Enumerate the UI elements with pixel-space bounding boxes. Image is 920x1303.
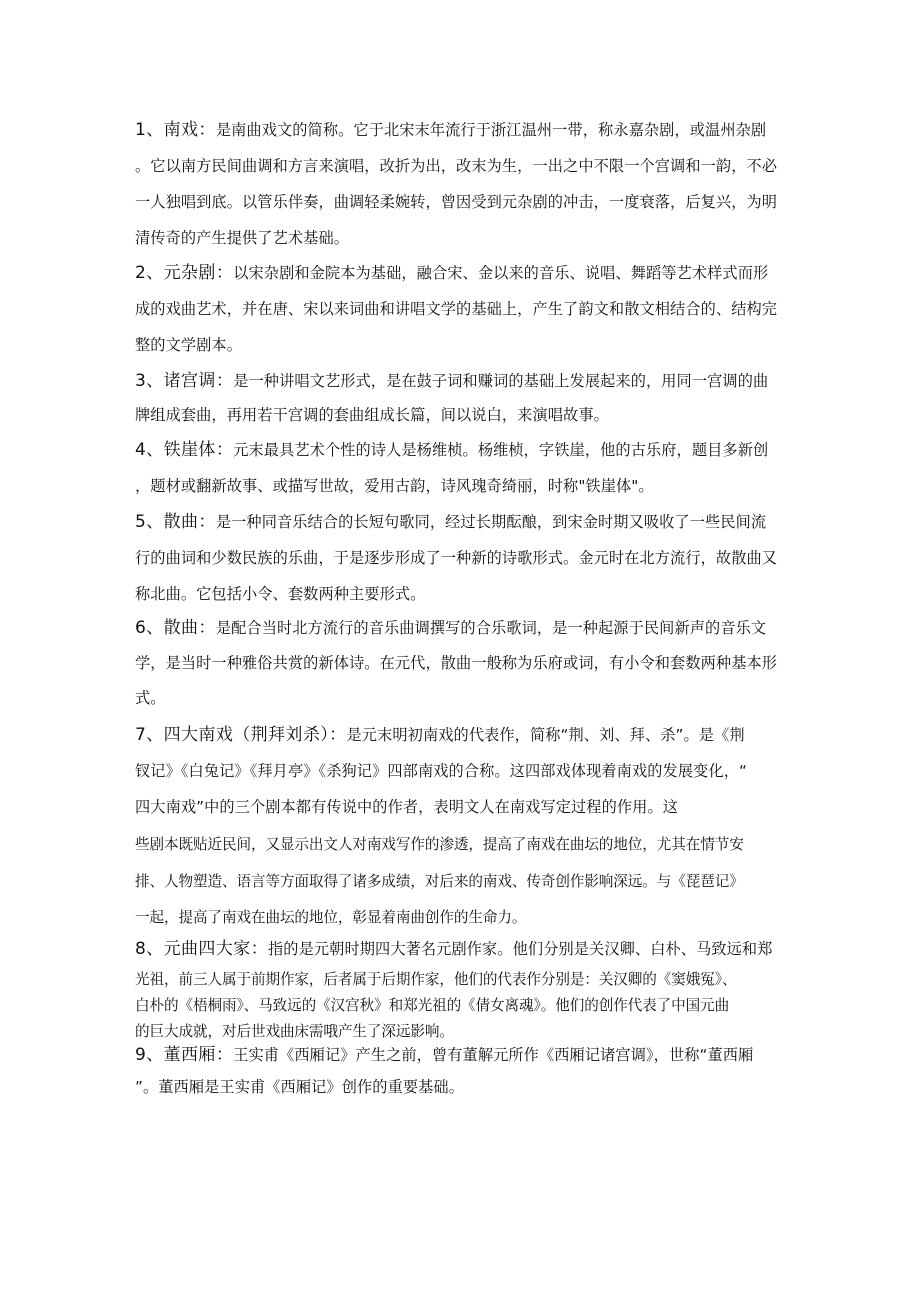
entry-line (135, 371, 768, 391)
entry-term: 7、四大南戏（荆拜刘杀）： (135, 725, 347, 745)
entry-line (135, 939, 773, 959)
entry-line: 称北曲。它包括小令、套数两种主要形式。 (135, 585, 426, 603)
entry-line: 清传奇的产生提供了艺术基础。 (135, 229, 350, 247)
entry-text: 元末最具艺术个性的诗人是杨维桢。杨维桢，字铁崖，他的古乐府，题目多新创 (233, 441, 769, 459)
entry-term: 1、南戏： (135, 120, 216, 140)
entry-term: 3、诸宫调： (135, 371, 234, 391)
entry-line: 成的戏曲艺术，并在唐、宋以来词曲和讲唱文学的基础上，产生了韵文和散文相结合的、结构完 (135, 300, 778, 318)
entry-term: 4、铁崖体： (135, 440, 234, 460)
entry-line: 些剧本既贴近民间，又显示出文人对南戏写作的渗透，提高了南戏在曲坛的地位，尤其在情节安 (135, 836, 744, 853)
entry-line: 钗记》《白兔记》《拜月亭》《杀狗记》四部南戏的合称。这四部戏体现着南戏的发展变化，“ (135, 762, 747, 780)
entry-text: 以宋杂剧和金院本为基础，融合宋、金以来的音乐、说唱、舞蹈等艺术样式而形 (233, 264, 769, 282)
entry-line: 白朴的《梧桐雨》、马致远的《汉宫秋》和郑光祖的《倩女离魂》。他们的创作代表了中国元曲 (135, 997, 730, 1014)
entry-line: 一起，提高了南戏在曲坛的地位，彰显着南曲创作的生命力。 (135, 909, 527, 926)
entry-line: 排、人物塑造、语言等方面取得了诸多成绩，对后来的南戏、传奇创作影响深远。与《琵琶记》 (135, 873, 744, 890)
entry-term: 8、元曲四大家： (135, 939, 269, 959)
entry-text: 王实甫《西厢记》产生之前，曾有董解元所作《西厢记诸宫调》，世称“董西厢 (233, 1046, 754, 1064)
entry-text: 指的是元朝时期四大著名元剧作家。他们分别是关汉卿、白朴、马致远和郑 (268, 940, 773, 958)
entry-line (135, 512, 766, 532)
entry-line: 学，是当时一种雅俗共赏的新体诗。在元代，散曲一般称为乐府或词，有小令和套数两种基本形 (135, 654, 778, 672)
entry-line (135, 440, 768, 460)
entry-line (135, 618, 766, 638)
entry-text: 是一种同音乐结合的长短句歌同，经过长期酝酿，到宋金时期又吸收了一些民间流 (215, 513, 767, 531)
entry-term: 5、散曲： (135, 512, 216, 532)
entry-line: 牌组成套曲，再用若干宫调的套曲组成长篇，间以说白，来演唱故事。 (135, 406, 609, 424)
entry-line: 的巨大成就，对后世戏曲床需哦产生了深远影响。 (135, 1023, 454, 1040)
entry-line (135, 1045, 753, 1065)
entry-line (135, 120, 785, 140)
entry-line: ，题材或翻新故事、或描写世故，爱用古韵，诗风瑰奇绮丽，时称"铁崖体"。 (135, 477, 654, 495)
entry-line: 一人独唱到底。以管乐伴奏，曲调轻柔婉转，曾因受到元杂剧的冲击，一度衰落，后复兴，为明 (135, 193, 778, 211)
entry-term: 2、元杂剧： (135, 263, 234, 283)
entry-text: 是配合当时北方流行的音乐曲调撰写的合乐歌词，是一种起源于民间新声的音乐文 (215, 619, 767, 637)
entry-text: 是一种讲唱文艺形式，是在鼓子词和赚词的基础上发展起来的，用同一宫调的曲 (233, 372, 769, 390)
entry-line (135, 725, 745, 745)
entry-term: 9、董西厢： (135, 1045, 234, 1065)
entry-line: 整的文学剧本。 (135, 336, 243, 354)
entry-term: 6、散曲： (135, 618, 216, 638)
entry-line: 四大南戏”中的三个剧本都有传说中的作者，表明文人在南戏写定过程的作用。这 (135, 798, 679, 816)
entry-line: 行的曲词和少数民族的乐曲，于是逐步形成了一种新的诗歌形式。金元时在北方流行，故散曲又 (135, 549, 778, 567)
entry-line (135, 263, 768, 283)
entry-line: ”。董西厢是王实甫《西厢记》创作的重要基础。 (135, 1078, 465, 1096)
entry-line: 。它以南方民间曲调和方言来演唱，改折为出，改末为生，一出之中不限一个宫调和一韵，不必 (135, 157, 778, 175)
entry-text: 是南曲戏文的简称。它于北宋末年流行于浙江温州一带，称永嘉杂剧，或温州杂剧 (215, 121, 767, 139)
entry-line: 光祖，前三人属于前期作家，后者属于后期作家，他们的代表作分别是：关汉卿的《窦娥冤》、 (135, 971, 737, 988)
entry-text: 是元末明初南戏的代表作，简称“荆、刘、拜、杀”。是《荆 (346, 726, 745, 744)
entry-line: 式。 (135, 689, 166, 707)
